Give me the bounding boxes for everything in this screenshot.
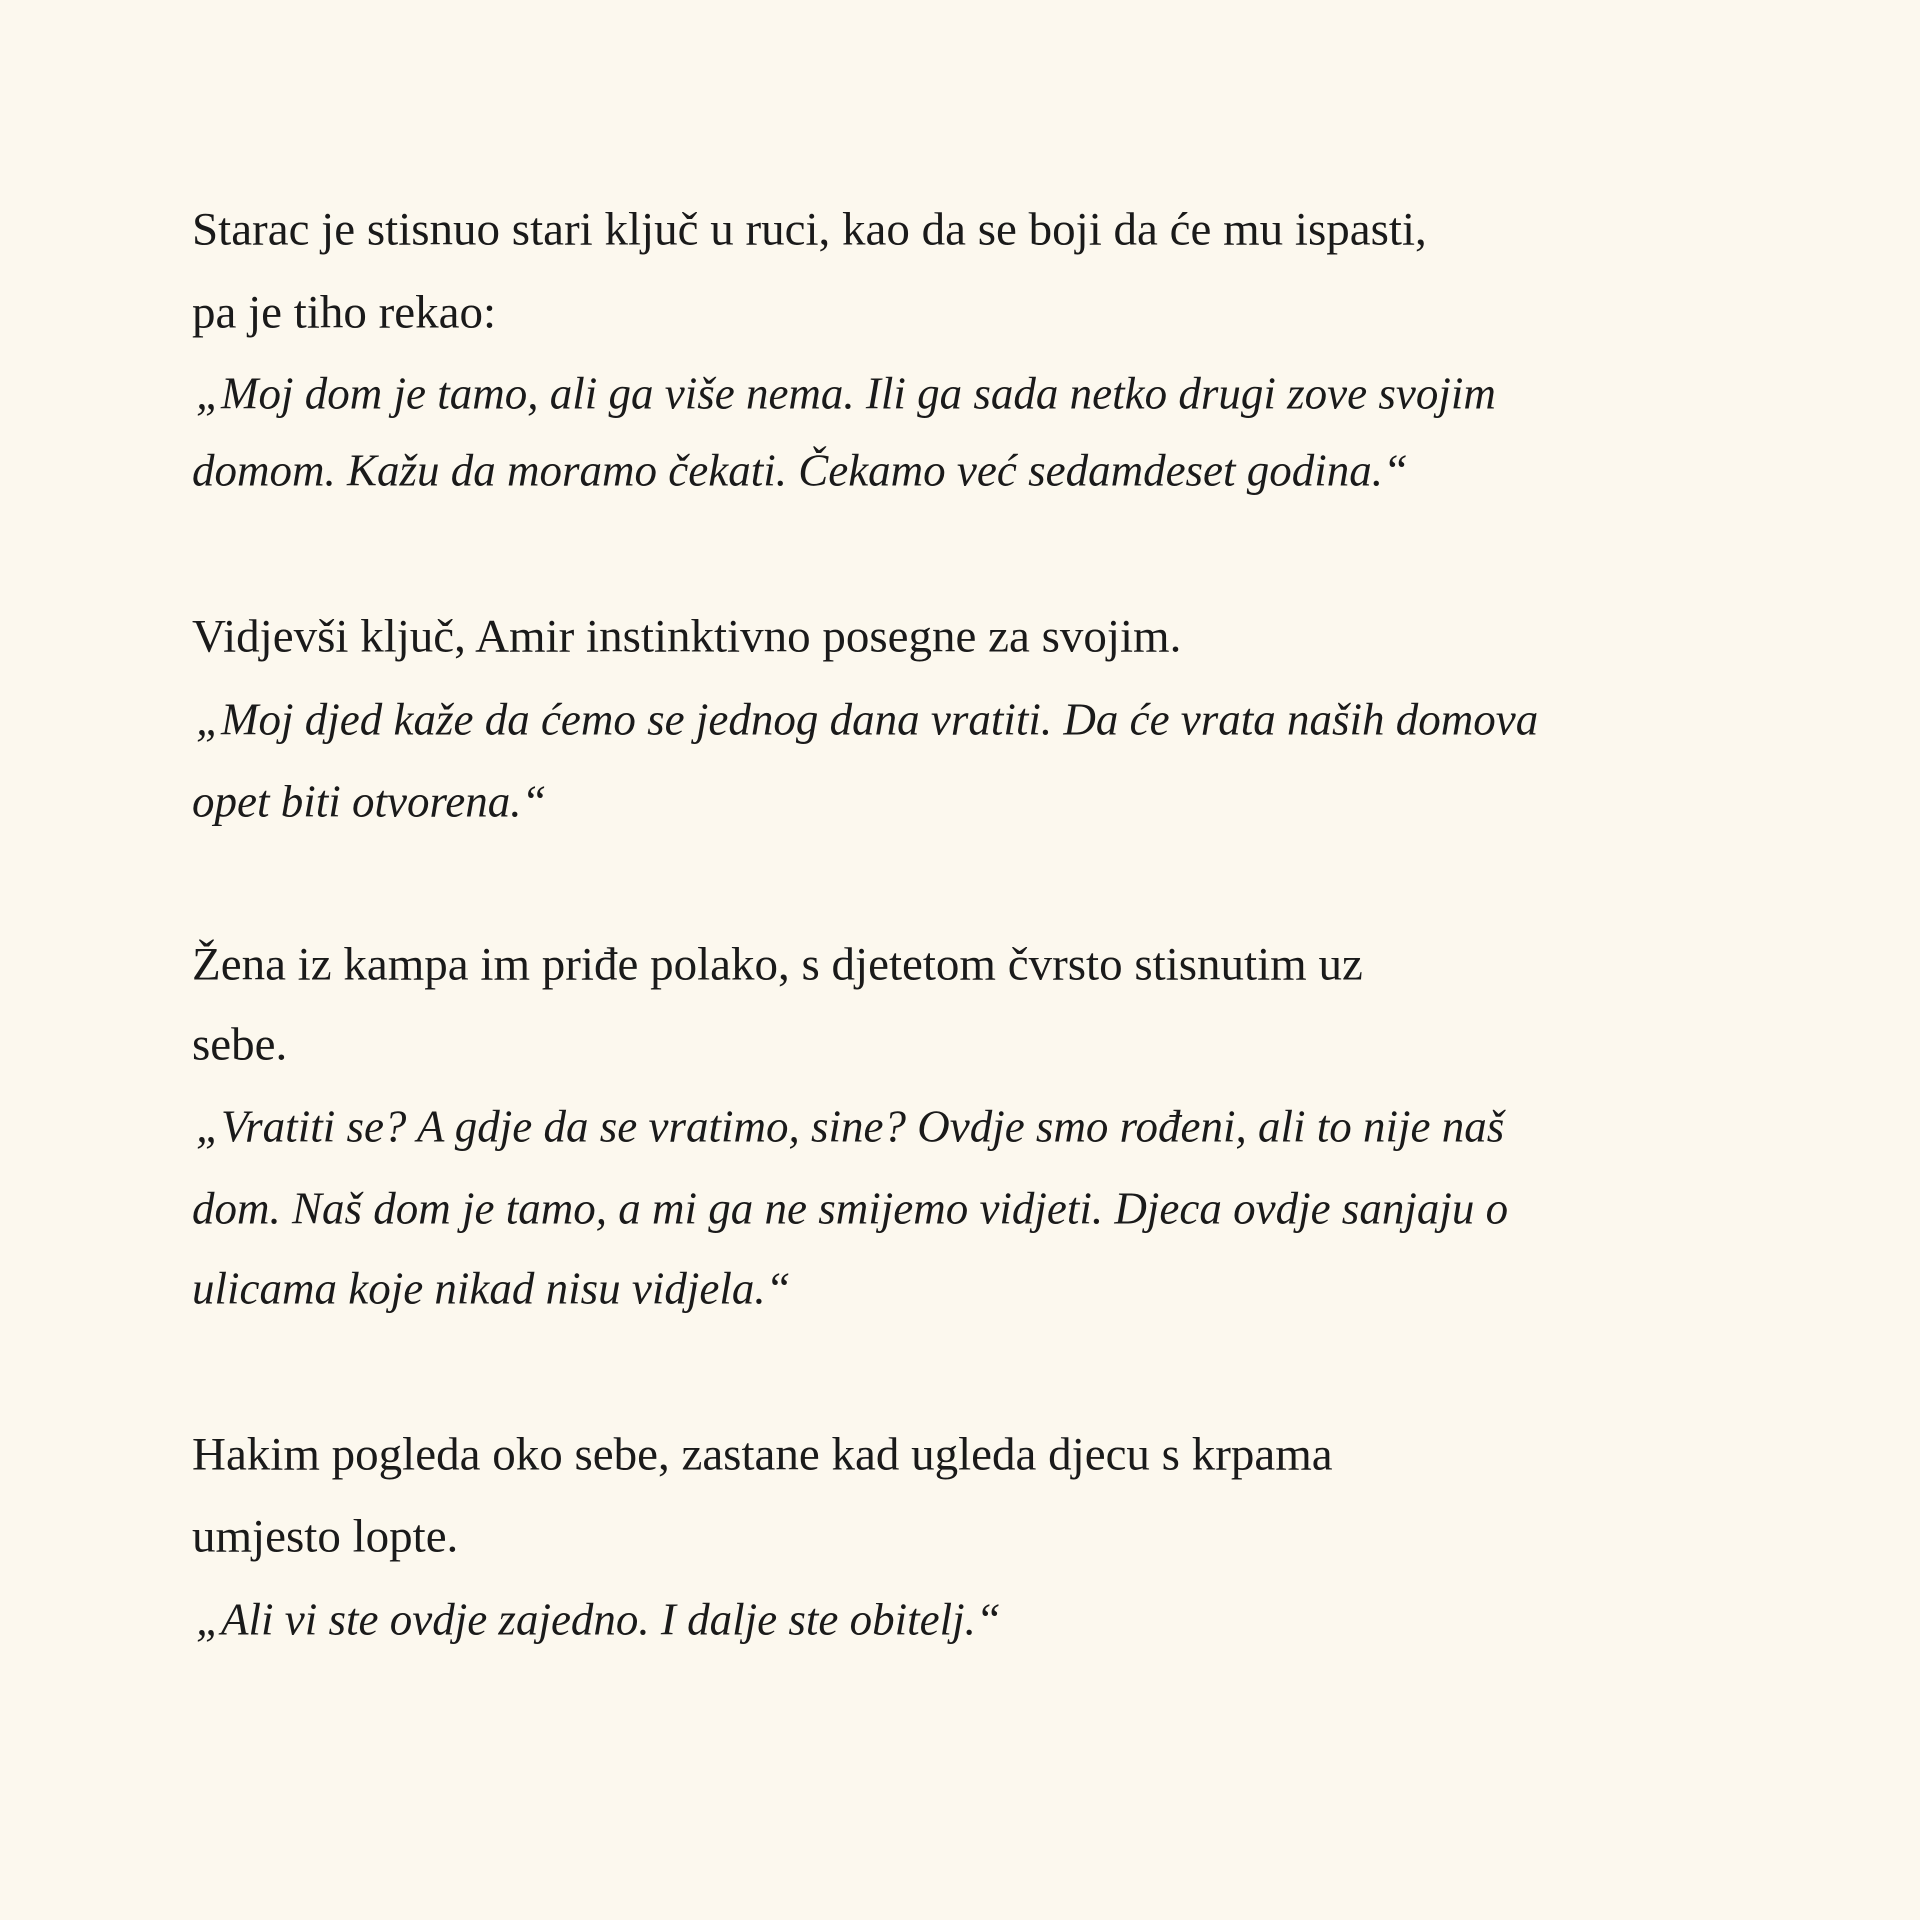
quote-line: ulicama koje nikad nisu vidjela.“ [192,1263,791,1314]
quote-line: dom. Naš dom je tamo, a mi ga ne smijemo vidjeti. Djeca ovdje sanjaju o [192,1183,1509,1234]
narration-line: sebe. [192,1018,288,1071]
quote-line: „Moj dom je tamo, ali ga više nema. Ili ga sada netko drugi zove svojim [196,368,1496,419]
narration-line: Žena iz kampa im priđe polako, s djetetom čvrsto stisnutim uz [192,938,1363,991]
narration-line: umjesto lopte. [192,1510,459,1563]
quote-line: „Ali vi ste ovdje zajedno. I dalje ste obitelj.“ [196,1594,1001,1645]
quote-line: opet biti otvorena.“ [192,776,547,827]
narration-line: Starac je stisnuo stari ključ u ruci, kao da se boji da će mu ispasti, [192,203,1427,256]
quote-line: „Moj djed kaže da ćemo se jednog dana vratiti. Da će vrata naših domova [196,694,1539,745]
narration-line: pa je tiho rekao: [192,286,497,339]
quote-line: „Vratiti se? A gdje da se vratimo, sine? Ovdje smo rođeni, ali to nije naš [196,1101,1505,1152]
narration-line: Hakim pogleda oko sebe, zastane kad ugleda djecu s krpama [192,1428,1333,1481]
quote-line: domom. Kažu da moramo čekati. Čekamo već sedamdeset godina.“ [192,445,1409,496]
narration-line: Vidjevši ključ, Amir instinktivno posegne za svojim. [192,610,1182,663]
